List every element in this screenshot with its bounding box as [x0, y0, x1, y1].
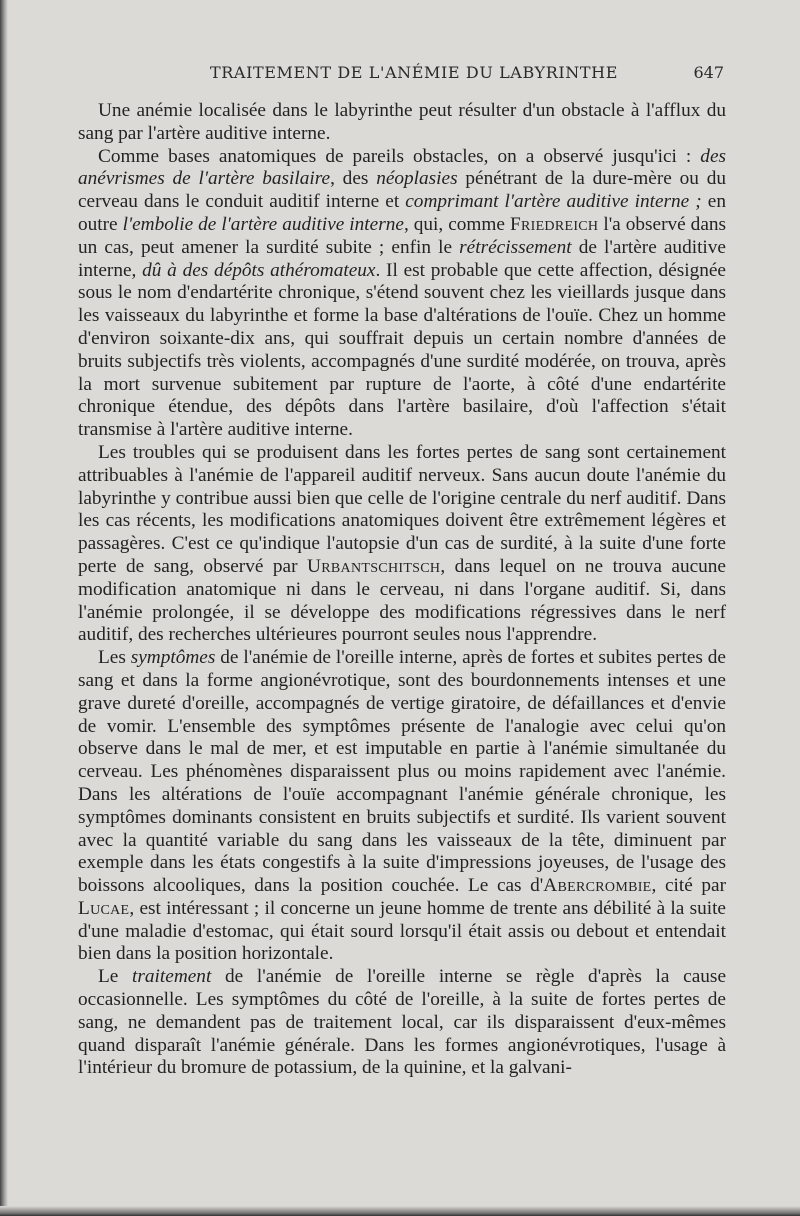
text-run: , qui, comme — [403, 213, 510, 235]
text-run: . Il est probable que cette affection, désignée sous le nom d'endartérite chronique, s'étend souvent chez les vieillards jusque dans les vaisseaux du labyrinthe et forme la base d'altérations de l'ouïe. Chez un homme d'environ soixante-dix ans, qui souffrait depuis un certain nombre d'années de bruits subjectifs très violents, accompagnés d'une surdité modérée, on trouva, après la mort survenue subitement par rupture de l'aorte, à côté d'une endartérite chronique étendue, des dépôts dans l'artère basilaire, d'où l'affection s'était transmise à l'artère auditive interne. — [78, 259, 726, 441]
page-header — [78, 63, 724, 87]
paragraph — [78, 146, 726, 442]
italic-term: dû à des dépôts athéromateux — [142, 259, 376, 281]
text-run: Comme bases anatomiques de pareils obstacles, on a observé jusqu'ici : — [98, 145, 701, 167]
text-run: l'a observé dans un cas, peut amener la surdité subite ; enfin le — [78, 213, 727, 258]
text-run: Les — [98, 647, 131, 669]
text-run: , des — [330, 168, 377, 190]
body-text — [78, 100, 726, 1080]
italic-term: des anévrismes de l'artère basilaire — [78, 145, 726, 190]
text-run: , est intéressant ; il concerne un jeune homme de trente ans débilité à la suite d'une maladie d'estomac, qui était sourd lorsqu'il était assis ou debout et entendait bien dans la position horizontale. — [78, 897, 726, 965]
italic-term: l'embolie de l'artère auditive interne — [122, 213, 404, 235]
paragraph — [78, 442, 726, 647]
text-run: de l'anémie de l'oreille interne, après de fortes et subites pertes de sang et dans la forme angionévrotique, sont des bourdonnements intenses et une grave dureté d'oreille, accompagnés de vertige giratoire, de défaillances et d'envie de vomir. L'ensemble des symptômes présente de l'analogie avec celui qu'on observe dans le mal de mer, et est imputable en partie à l'anémie simultanée du cerveau. Les phénomènes disparaissent plus ou moins rapidement avec l'anémie. Dans les altérations de l'ouïe accompagnant l'anémie générale chronique, les symptômes dominants consistent en bruits subjectifs et surdité. Ils varient souvent avec la quantité variable du sang dans les vaisseaux de la tête, diminuent par exemple dans les états congestifs à la suite d'impressions joyeuses, de l'usage des boissons alcooliques, dans la position couchée. Le cas d' — [78, 647, 726, 897]
paragraph — [78, 966, 726, 1080]
paragraph — [78, 100, 726, 146]
text-run: de l'anémie de l'oreille interne se règle d'après la cause occasionnelle. Les symptômes du côté de l'oreille, à la suite de fortes pertes de sang, ne demandent pas de traitement local, car ils disparaissent d'eux-mêmes quand disparaît l'anémie générale. Dans les formes angionévrotiques, l'usage à l'intérieur du bromure de potassium, de la quinine, et la galvani- — [78, 966, 726, 1079]
text-run: en outre — [78, 191, 726, 235]
page-edge-shadow — [0, 0, 8, 1216]
text-run: , dans lequel on ne trouva aucune modification anatomique ni dans le cerveau, ni dans l'organe auditif. Si, dans l'anémie prolongée, il se développe des modifications régressives dans le nerf auditif, des recherches ultérieures pourront seules nous l'apprendre. — [78, 555, 726, 646]
text-run: Une anémie localisée dans le labyrinthe peut résulter d'un obstacle à l'afflux du sang par l'artère auditive interne. — [78, 100, 726, 144]
page-number: 647 — [693, 63, 724, 82]
text-run: Les troubles qui se produisent dans les fortes pertes de sang sont certainement attribuables à l'anémie de l'appareil auditif nerveux. Sans aucun doute l'anémie du labyrinthe y contribue aussi bien que celle de l'origine centrale du nerf auditif. Dans les cas récents, les modifications anatomiques doivent être extrêmement légères et passagères. C'est ce qu'indique l'autopsie d'un cas de surdité, à la suite d'une forte perte de sang, observé par — [78, 441, 726, 577]
author-name: Friedreich — [509, 213, 599, 235]
author-name: Abercrombie — [543, 875, 652, 897]
italic-term: rétrécissement — [459, 236, 572, 258]
page-bottom-shadow — [0, 1206, 800, 1216]
author-name: Lucae — [78, 897, 130, 919]
text-run: pénétrant de la dure-mère ou du cerveau dans le conduit auditif interne et — [78, 168, 726, 213]
italic-term: néoplasies — [376, 168, 458, 190]
italic-term: comprimant l'artère auditive interne ; — [405, 191, 702, 213]
text-run: , cité par — [651, 875, 726, 897]
running-title: TRAITEMENT DE L'ANÉMIE DU LABYRINTHE — [210, 63, 618, 82]
italic-term: symptômes — [130, 647, 216, 669]
author-name: Urbantschitsch — [307, 555, 441, 577]
text-run: Le — [98, 966, 133, 988]
italic-term: traitement — [132, 966, 212, 988]
text-run: de l'artère auditive interne, — [78, 236, 726, 281]
paragraph — [78, 647, 726, 966]
